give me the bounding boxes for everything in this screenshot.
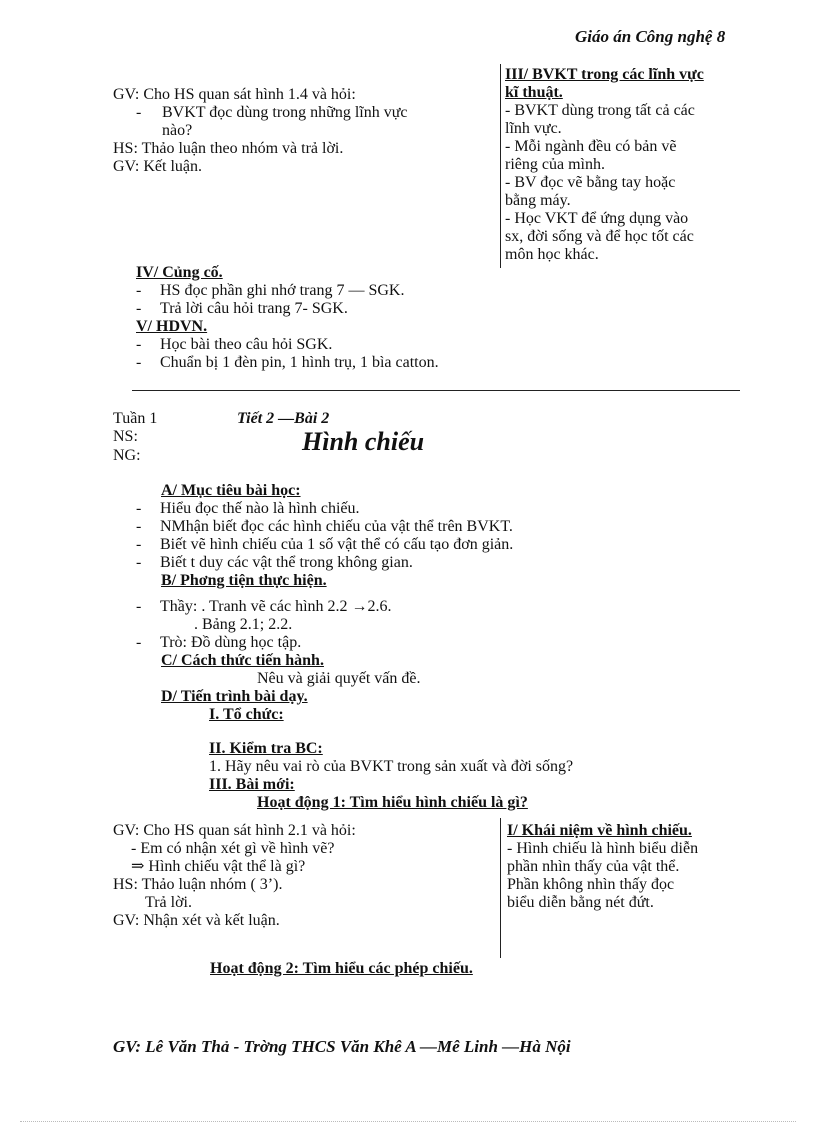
period-label: Tiết 2 —Bài 2 [237,410,330,427]
text-line: biểu diễn bằng nét đứt. [507,894,654,911]
text-line: bằng máy. [505,192,571,209]
section-heading: I. Tổ chức: [209,706,284,723]
section2-right [507,822,698,912]
list-item: - Thầy: . Tranh vẽ các hình 2.2 →2.6. [136,598,392,615]
section1-left [113,86,407,176]
text-line: nào? [162,122,193,139]
section-heading: B/ Phơng tiện thực hiện. [161,572,327,589]
list-item: - Chuẩn bị 1 đèn pin, 1 hình trụ, 1 bìa catton. [136,354,439,371]
text-line: - BVKT dùng trong tất cả các [505,102,695,119]
text-line: GV: Nhận xét và kết luận. [113,912,280,929]
text-line: ⇒ Hình chiếu vật thể là gì? [131,858,306,875]
text-line: lĩnh vực. [505,120,562,137]
list-item: - Trò: Đồ dùng học tập. [136,634,302,651]
section-heading: V/ HDVN. [136,318,208,335]
section-heading: II. Kiểm tra BC: [209,740,323,757]
text-line: sx, đời sống và để học tốt các [505,228,694,245]
section-heading: D/ Tiến trình bài dạy. [161,688,308,705]
text-line: - Học VKT để ứng dụng vào [505,210,689,227]
column-divider [500,64,501,268]
text-line: HS: Thảo luận nhóm ( 3’). [113,876,283,893]
section-heading: A/ Mục tiêu bài học: [161,482,301,499]
consolidation-block [136,264,439,372]
text-line: - BV đọc vẽ bằng tay hoặc [505,174,676,191]
list-item: - Trả lời câu hỏi trang 7- SGK. [136,300,348,317]
objectives-block [136,482,513,724]
section-divider [132,390,740,391]
column-divider [500,818,501,958]
text-line: Phần không nhìn thấy đọc [507,876,675,893]
week-label: Tuần 1 [113,410,158,427]
section-heading: IV/ Củng cố. [136,264,223,281]
text-line: phần nhìn thấy của vật thể. [507,858,680,875]
section1-right [505,66,704,264]
text-line: - Mỗi ngành đều có bản vẽ [505,138,677,155]
list-item: - Biết t duy các vật thể trong không gian. [136,554,413,571]
page-header: Giáo án Công nghệ 8 [575,27,726,46]
text-line: GV: Kết luận. [113,158,203,175]
list-item: - BVKT đọc dùng trong những lĩnh vực [136,104,408,121]
text-line: Trả lời. [145,894,192,911]
page-footer: GV: Lê Văn Thả - Trờng THCS Văn Khê A —Mê Linh —Hà Nội [113,1037,571,1056]
text-line: - Em có nhận xét gì về hình vẽ? [131,840,335,857]
section-heading: I/ Khái niệm về hình chiếu. [507,822,692,839]
list-item: - NMhận biết đọc các hình chiếu của vật thể trên BVKT. [136,518,513,535]
list-item: - Học bài theo câu hỏi SGK. [136,336,333,353]
process-block [209,740,573,812]
activity-heading: Hoạt động 1: Tìm hiểu hình chiếu là gì? [257,794,528,811]
text-line: HS: Thảo luận theo nhóm và trả lời. [113,140,344,157]
section2-left [113,822,356,930]
text-line: GV: Cho HS quan sát hình 1.4 và hỏi: [113,86,356,103]
list-item: - Hiểu đọc thế nào là hình chiếu. [136,500,360,517]
section-heading: III/ BVKT trong các lĩnh vực [505,66,704,83]
section-heading: C/ Cách thức tiến hành. [161,652,324,669]
text-line: riêng của mình. [505,156,605,173]
section-heading: III. Bài mới: [209,776,295,793]
list-item: - HS đọc phần ghi nhớ trang 7 — SGK. [136,282,405,299]
text-line: GV: Cho HS quan sát hình 2.1 và hỏi: [113,822,356,839]
text-line: . Bảng 2.1; 2.2. [194,616,293,633]
text-line: Nêu và giải quyết vấn đề. [257,670,421,687]
text-line: 1. Hãy nêu vai rò của BVKT trong sản xuất và đời sống? [209,758,574,775]
list-item: - Biết vẽ hình chiếu của 1 số vật thể có cấu tạo đơn giản. [136,536,514,553]
text-line: - Hình chiếu là hình biểu diễn [507,840,699,857]
activity-heading: Hoạt động 2: Tìm hiểu các phép chiếu. [210,960,473,977]
ng-label: NG: [113,447,141,464]
section-heading: kĩ thuật. [505,84,563,101]
page-border [20,1121,796,1122]
text-line: môn học khác. [505,246,599,263]
lesson-title: Hình chiếu [302,427,425,456]
ns-label: NS: [113,428,138,445]
